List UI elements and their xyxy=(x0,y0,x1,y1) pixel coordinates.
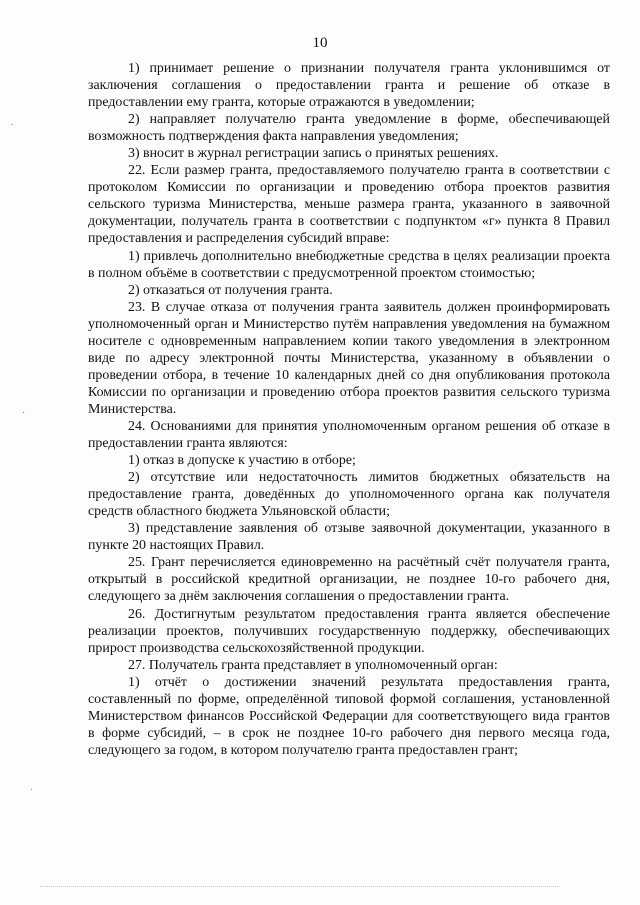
paragraph-27-1: 1) отчёт о достижении значений результата предоставления гранта, составленный по форме, определённой типовой формой соглашения, установленной Министерством финансов Российской Федерации для соответствующего вида грантов в форме субсидий, – в срок не позднее 10-го рабочего дня первого месяца года, следующего за годом, в котором получателю гранта предоставлен грант; xyxy=(88,674,610,758)
paragraph-24-2: 2) отсутствие или недостаточность лимитов бюджетных обязательств на предоставление гранта, доведённых до уполномоченного органа как получателя средств областного бюджета Ульяновской области; xyxy=(88,470,610,520)
paragraph-23: 23. В случае отказа от получения гранта заявитель должен проинформировать уполномоченный орган и Министерство путём направления уведомления на бумажном носителе с одновременным направлением копии такого уведомления в электронном виде по адресу электронной почты Министерства, указанному в объявлении о проведении отбора, в течение 10 календарных дней со дня опубликования протокола Комиссии по организации и проведению отбора проектов развития сельского туризма Министерства. xyxy=(88,299,610,417)
paragraph-24-3: 3) представление заявления об отзыве заявочной документации, указанного в пункте 20 настоящих Правил. xyxy=(88,521,610,554)
paragraph-26: 26. Достигнутым результатом предоставления гранта является обеспечение реализации проектов, получивших государственную поддержку, обеспечивающих прирост производства сельскохозяйственной продукции. xyxy=(88,606,610,656)
page-number: 10 xyxy=(312,35,328,51)
paragraph-21-3: 3) вносит в журнал регистрации запись о принятых решениях. xyxy=(128,146,499,162)
scan-speck: · xyxy=(30,785,34,796)
paragraph-24-1: 1) отказ в допуске к участию в отборе; xyxy=(128,453,356,469)
paragraph-24: 24. Основаниями для принятия уполномоченным органом решения об отказе в предоставлении гранта являются: xyxy=(88,418,610,452)
scan-speck: · xyxy=(22,408,26,419)
paragraph-25: 25. Грант перечисляется единовременно на расчётный счёт получателя гранта, открытый в российской кредитной организации, не позднее 10-го рабочего дня, следующего за днём заключения соглашения о предоставлении гранта. xyxy=(88,555,610,605)
paragraph-21-1: 1) принимает решение о признании получателя гранта уклонившимся от заключения соглашения о предоставлении гранта и решение об отказе в предоставлении ему гранта, которые отражаются в уведомлении; xyxy=(88,61,610,111)
paragraph-22-1: 1) привлечь дополнительно внебюджетные средства в целях реализации проекта в полном объёме в соответствии с предусмотренной проектом стоимостью; xyxy=(88,248,610,281)
scan-artifact-line xyxy=(40,886,560,887)
paragraph-21-2: 2) направляет получателю гранта уведомление в форме, обеспечивающей возможность подтверждения факта направления уведомления; xyxy=(88,112,610,145)
scan-speck: · xyxy=(10,120,14,131)
paragraph-22: 22. Если размер гранта, предоставляемого получателю гранта в соответствии с протоколом Комиссии по организации и проведению отбора проектов развития сельского туризма Министерства, меньше размера гранта, указанного в заявочной документации, получатель гранта в соответствии с подпунктом «г» пункта 8 Правил предоставления и распределения субсидий вправе: xyxy=(88,163,610,247)
paragraph-22-2: 2) отказаться от получения гранта. xyxy=(128,282,333,298)
document-body xyxy=(88,60,610,759)
paragraph-27: 27. Получатель гранта представляет в уполномоченный орган: xyxy=(128,657,498,673)
